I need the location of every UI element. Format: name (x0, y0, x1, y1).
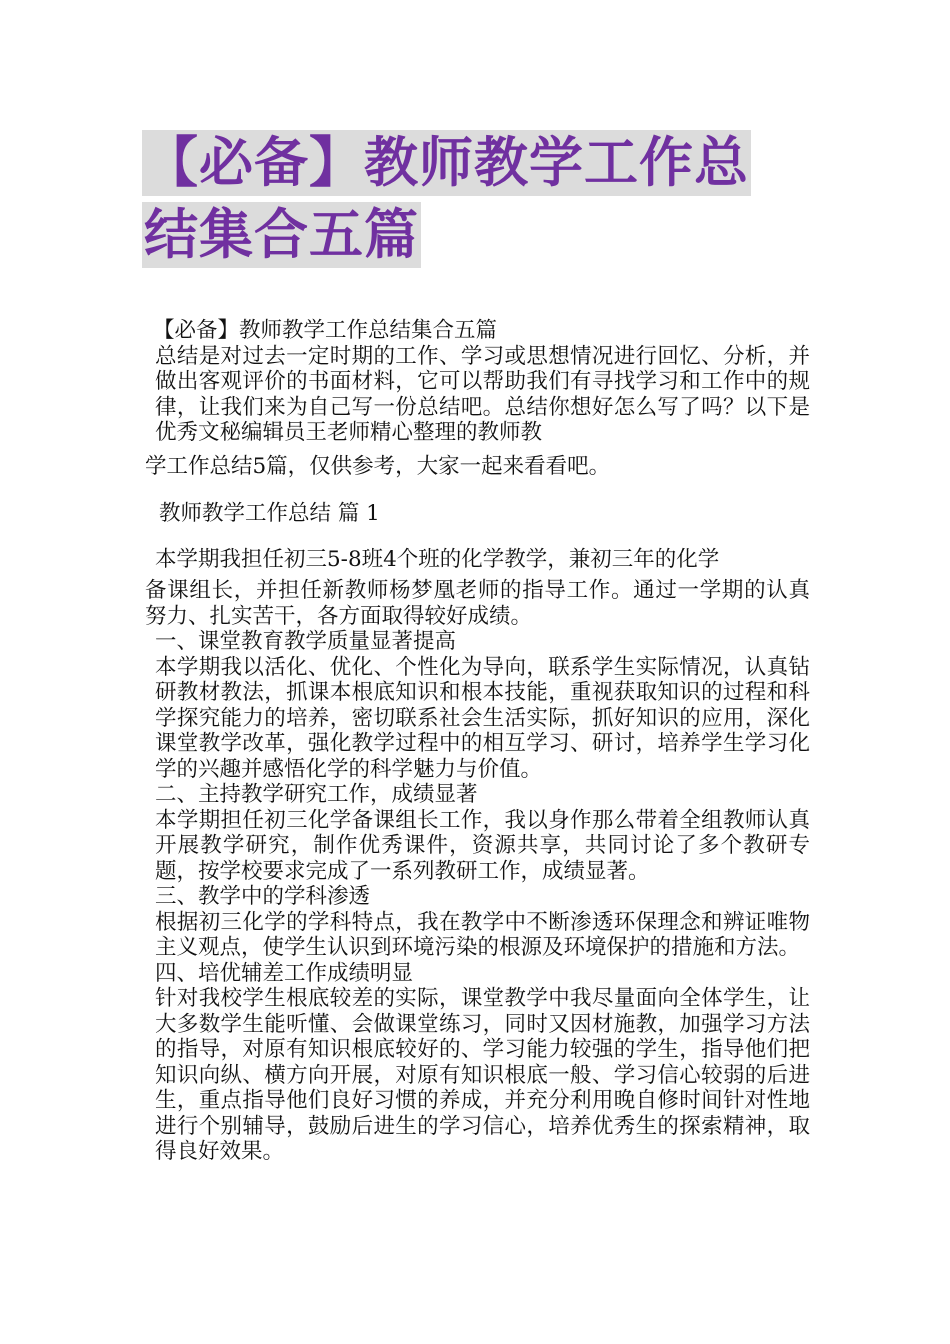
paragraph-5: 针对我校学生根底较差的实际，课堂教学中我尽量面向全体学生，让大多数学生能听懂、会做课堂练习，同时又因材施教，加强学习方法的指导，对原有知识根底较好的、学习能力较强的学生，指导他们把知识向纵、横方向开展，对原有知识根底一般、学习信心较弱的后进生，重点指导他们良好习惯的养成，并充分利用晚自修时间针对性地进行个别辅导，鼓励后进生的学习信心，培养优秀生的探索精神，取得良好效果。 (155, 986, 810, 1164)
paragraph-3: 本学期担任初三化学备课组长工作，我以身作那么带着全组教师认真开展教学研究，制作优秀课件，资源共享，共同讨论了多个教研专题，按学校要求完成了一系列教研工作，成绩显著。 (155, 807, 810, 884)
section-heading-4: 四、培优辅差工作成绩明显 (155, 960, 414, 986)
piece-heading: 教师教学工作总结 篇 1 (159, 501, 380, 526)
paragraph-2: 本学期我以活化、优化、个性化为导向，联系学生实际情况，认真钻研教材教法，抓课本根底知识和根本技能，重视获取知识的过程和科学探究能力的培养，密切联系社会生活实际，抓好知识的应用，深化课堂教学改革，强化教学过程中的相互学习、研讨，培养学生学习化学的兴趣并感悟化学的科学魅力与价值。 (155, 654, 810, 782)
intro-text-a: 总结是对过去一定时期的工作、学习或思想情况进行回忆、分析，并做出客观评价的书面材料，它可以帮助我们有寻找学习和工作中的规律，让我们来为自己写一份总结吧。总结你想好怎么写了吗？以下是优秀文秘编辑员王老师精心整理的教师教 (155, 343, 810, 445)
section-heading-2: 二、主持教学研究工作，成绩显著 (155, 782, 478, 807)
subtitle: 【必备】教师教学工作总结集合五篇 (153, 318, 498, 343)
paragraph-1-first-line: 本学期我担任初三5-8班4个班的化学教学，兼初三年的化学 (155, 546, 720, 572)
intro-text-b: 学工作总结5篇，仅供参考，大家一起来看看吧。 (145, 453, 611, 479)
document-body (145, 318, 810, 1165)
section-heading-1: 一、课堂教育教学质量显著提高 (155, 629, 457, 654)
title-line-2: 结集合五篇 (144, 203, 419, 266)
paragraph-4: 根据初三化学的学科特点，我在教学中不断渗透环保理念和辨证唯物主义观点，使学生认识到环境污染的根源及环境保护的措施和方法。 (155, 909, 810, 960)
title-line-1: 【必备】教师教学工作总 (144, 131, 749, 194)
section-heading-3: 三、教学中的学科渗透 (155, 884, 371, 909)
intro-paragraph (145, 344, 810, 480)
document-title (142, 130, 822, 268)
paragraph-1-rest: 备课组长，并担任新教师杨梦凰老师的指导工作。通过一学期的认真努力、扎实苦干，各方面取得较好成绩。 (145, 578, 810, 629)
